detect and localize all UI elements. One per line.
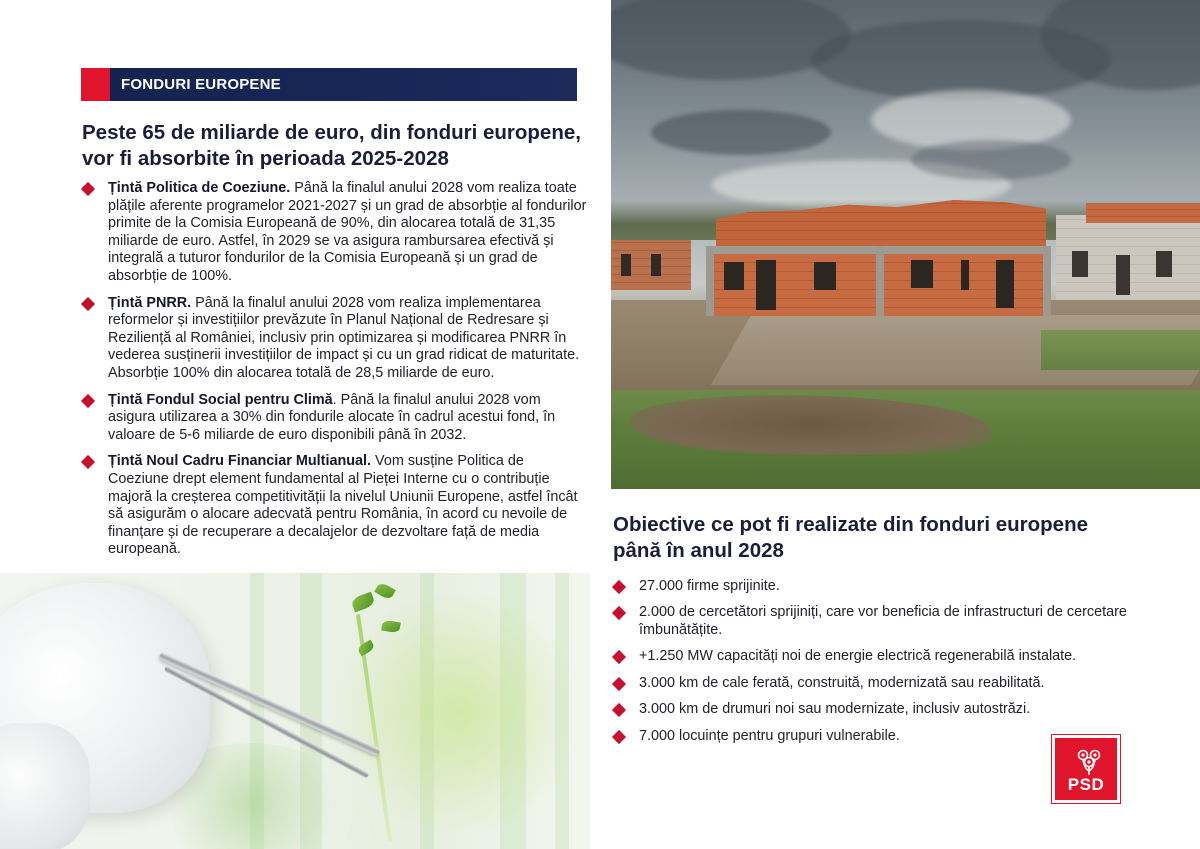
list-item [82, 392, 588, 445]
target-text: Până la finalul anului 2028 vom realiza implementarea reformelor și investițiilor prevăzute în Planul Național de Redresare și Reziliență al României, inclusiv prin optimizarea și modificarea PNRR în vederea susținerii investițiilor de impact și cu un grad ridicat de maturitate. Absorbție 100% din alocarea totală de 28,5 miliarde de euro. [108, 294, 580, 381]
diamond-bullet-icon [81, 296, 95, 310]
diamond-bullet-icon [612, 606, 626, 620]
diamond-bullet-icon [81, 393, 95, 407]
target-text: Până la finalul anului 2028 vom realiza toate plățile aferente programelor 2021-2027 și un grad de absorbție al fondurilor primite de la Comisia Europeană de 90%, din alocarea totală de 31,35 miliarde de euro. Astfel, în 2029 se va asigura rambursarea efectivă și integrală a tuturor fondurilor de la Comisia Europeană și un grad de absorbție de 100%. [108, 180, 587, 284]
list-item [82, 453, 588, 559]
target-heading: Țintă PNRR. [108, 294, 192, 311]
target-heading: Țintă Noul Cadru Financiar Multianual. [108, 453, 372, 470]
objective-text: 3.000 km de cale ferată, construită, modernizată sau reabilitată. [639, 674, 1045, 691]
objective-text: 3.000 km de drumuri noi sau modernizate, inclusiv autostrăzi. [639, 701, 1031, 718]
houses-construction-photo [611, 0, 1200, 489]
target-heading: Țintă Politica de Coeziune. [108, 180, 291, 196]
targets-list [82, 180, 588, 568]
list-item [613, 701, 1133, 719]
target-text: . Până la finalul anului 2028 vom asigura utilizarea a 30% din fondurile alocate în cadrul acestui fond, în valoare de 5-6 miliarde de euro disponibili până în 2032. [108, 391, 556, 443]
objectives-title: Obiective ce pot fi realizate din fonduri europene până în anul 2028 [613, 513, 1089, 562]
objective-text: 27.000 firme sprijinite. [639, 578, 780, 594]
section-header-label: FONDURI EUROPENE [121, 76, 281, 93]
diamond-bullet-icon [612, 580, 626, 594]
list-item [82, 180, 588, 286]
target-text: Vom susține Politica de Coeziune drept element fundamental al Pieței Interne cu o contribuție majoră la creșterea competitivității la nivelul Uniunii Europene, astfel încât să asigurăm o alocare adecvată pentru România, în acord cu nevoile de finanțare și de recuperare a decalajelor de dezvoltare față de media europeană. [108, 453, 578, 558]
seedling-photo [0, 573, 590, 849]
list-item [82, 295, 588, 383]
list-item [613, 578, 1133, 596]
roses-icon [1074, 746, 1104, 776]
list-item [613, 604, 1133, 639]
objective-text: +1.250 MW capacități noi de energie electrică regenerabilă instalate. [639, 648, 1077, 665]
diamond-bullet-icon [612, 703, 626, 717]
target-heading: Țintă Fondul Social pentru Climă [108, 391, 333, 408]
objectives-list [613, 578, 1133, 754]
diamond-bullet-icon [612, 650, 626, 664]
diamond-bullet-icon [612, 677, 626, 691]
list-item [613, 648, 1133, 666]
diamond-bullet-icon [81, 182, 95, 196]
list-item [613, 675, 1133, 693]
objective-text: 7.000 locuințe pentru grupuri vulnerabile. [639, 727, 900, 744]
objective-text: 2.000 de cercetători sprijiniți, care vor beneficia de infrastructuri de cercetare îmbunătățite. [639, 604, 1127, 638]
main-title: Peste 65 de miliarde de euro, din fonduri europene, vor fi absorbite în perioada 2025-2028 [82, 121, 581, 170]
psd-logo-text: PSD [1067, 775, 1105, 794]
section-header-accent [81, 68, 110, 101]
diamond-bullet-icon [81, 455, 95, 469]
psd-logo [1052, 735, 1120, 803]
diamond-bullet-icon [612, 729, 626, 743]
section-header [81, 68, 577, 101]
